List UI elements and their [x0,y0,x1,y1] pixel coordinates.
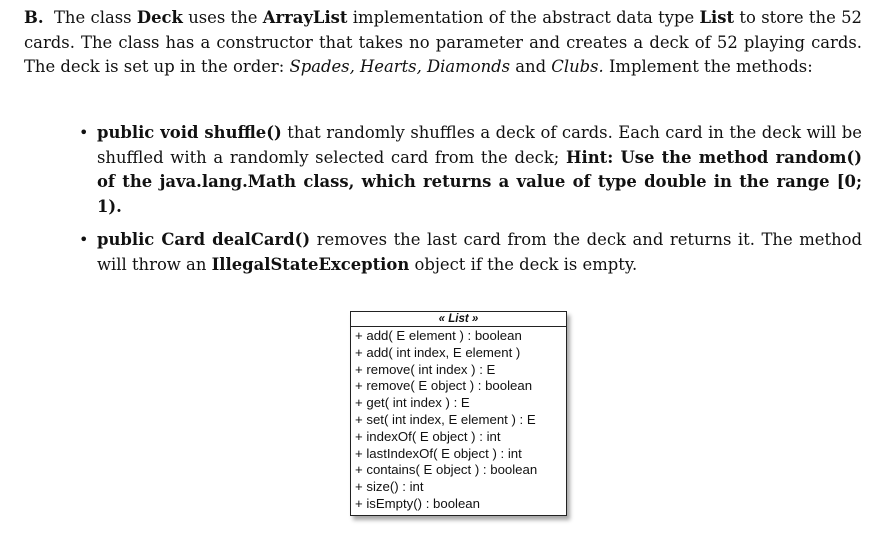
uml-operation: + get( int index ) : E [355,395,470,411]
method-shuffle-text [97,123,862,216]
intro-part: Deck [136,8,183,27]
bullet-part: public void shuffle() [97,123,282,142]
intro-part: to store the 52 cards. The class has a constructor that takes no parameter and creates a deck of 52 playing cards. The deck is set up in the order: [24,8,862,76]
bullet-part: public Card dealCard() [97,230,311,249]
uml-operation: + add( int index, E element ) [355,344,521,360]
intro-part: Implement the methods: [603,57,813,76]
bullet-part: that randomly shuffles a deck of cards. Each card in the deck will be shuffled with a randomly selected card from the deck; [97,123,862,167]
intro-part: uses the [182,8,263,27]
intro-part: Spades, Hearts, Diamonds [289,57,511,76]
uml-operation: + contains( E object ) : boolean [355,462,538,478]
intro-part: ArrayList [262,8,348,27]
uml-list-diagram [350,311,567,516]
uml-operation: + isEmpty() : boolean [355,495,480,511]
intro-part: Clubs. [551,57,604,76]
uml-operation: + set( int index, E element ) : E [355,411,536,427]
uml-class-title: « List » [351,312,566,327]
problem-statement [24,6,862,80]
bullet-part: removes the last card from the deck and returns it. The method will throw an [97,230,862,274]
intro-part: and [510,57,552,76]
intro-part: List [699,8,735,27]
bullet-icon: • [79,123,89,142]
bullet-part: object if the deck is empty. [409,254,638,274]
uml-operation: + remove( E object ) : boolean [355,378,533,394]
uml-operation: + indexOf( E object ) : int [355,428,501,444]
intro-part: implementation of the abstract data type [347,8,700,27]
intro-part: The class [54,8,137,27]
problem-text [24,8,862,76]
uml-operation: + size() : int [355,479,424,495]
method-dealcard-text [97,230,862,274]
uml-operation: + add( E element ) : boolean [355,328,522,343]
bullet-part: Hint: Use the method random() of the java.lang.Math class, which returns a value of type double in the range [0; 1). [97,147,862,216]
uml-operations [351,327,566,513]
problem-label: B. [24,8,44,27]
uml-operation: + remove( int index ) : E [355,361,496,377]
bullet-part: IllegalStateException [211,254,410,274]
uml-operation: + lastIndexOf( E object ) : int [355,445,522,461]
method-item-shuffle [79,121,862,219]
bullet-icon: • [79,230,89,249]
method-list [79,121,862,286]
method-item-dealcard [79,228,862,277]
